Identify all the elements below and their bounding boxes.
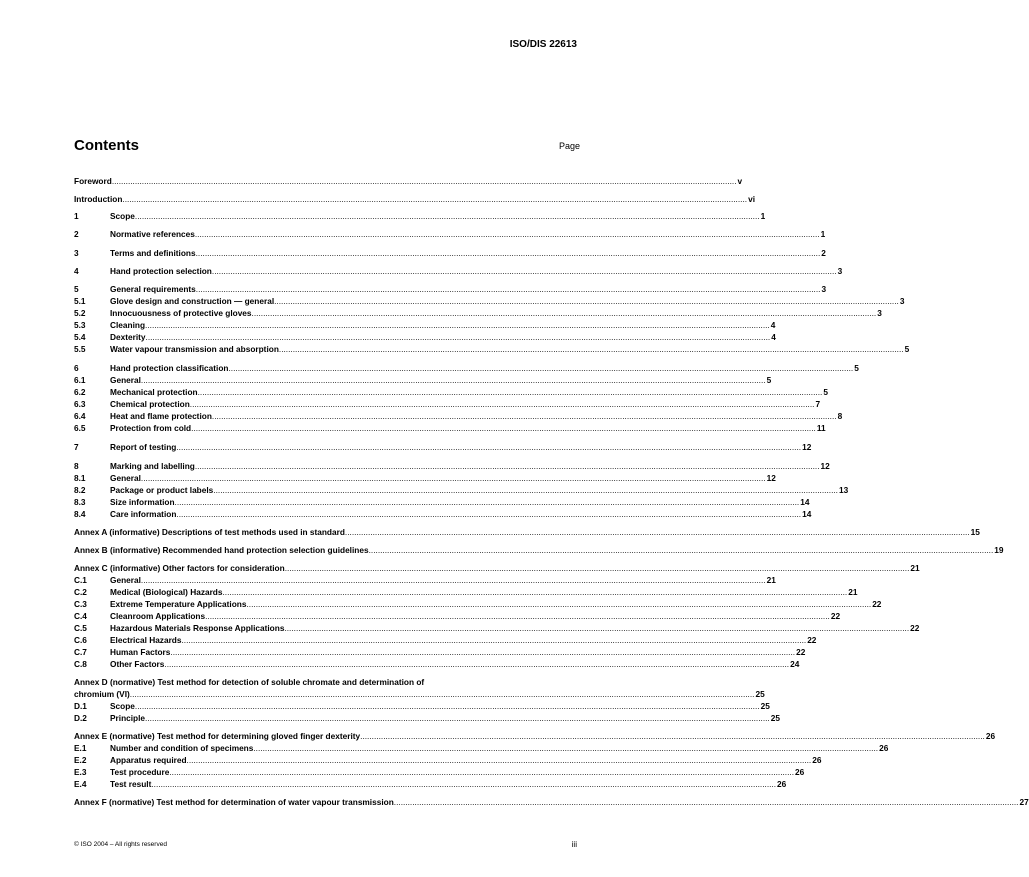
toc-entry-number: C.5 xyxy=(74,623,87,633)
toc-entry-number: 5.4 xyxy=(74,332,86,342)
toc-entry-page: 26 xyxy=(812,755,822,765)
toc-entry-page: 5 xyxy=(823,387,828,397)
toc-entry[interactable] xyxy=(74,611,841,622)
toc-entry-title: Number and condition of specimens xyxy=(110,743,254,753)
toc-entry-number: 6.4 xyxy=(74,411,86,421)
toc-entry-page: 4 xyxy=(770,320,776,330)
toc-entry[interactable] xyxy=(74,423,826,434)
toc-entry[interactable] xyxy=(74,194,756,205)
toc-dot-leader xyxy=(394,797,1019,808)
toc-entry-title: Water vapour transmission and absorption xyxy=(110,344,279,354)
toc-entry-title: Dexterity xyxy=(110,332,146,342)
toc-entry[interactable] xyxy=(74,296,905,307)
toc-entry-title: Human Factors xyxy=(110,647,171,657)
toc-entry-number: C.3 xyxy=(74,599,87,609)
toc-entry-number: D.1 xyxy=(74,701,87,711)
toc-entry-title: Electrical Hazards xyxy=(110,635,182,645)
toc-entry[interactable] xyxy=(74,248,826,259)
toc-dot-leader xyxy=(176,509,801,520)
toc-entry-number: 8 xyxy=(74,461,79,471)
toc-entry-title: Other Factors xyxy=(110,659,165,669)
toc-entry-page: 4 xyxy=(771,332,776,342)
toc-entry-page: 12 xyxy=(766,473,776,483)
toc-entry-page: 12 xyxy=(802,442,812,452)
toc-entry[interactable] xyxy=(74,779,787,790)
toc-entry-number: 5.1 xyxy=(74,296,86,306)
toc-entry[interactable] xyxy=(74,387,828,398)
toc-entry-number: D.2 xyxy=(74,713,87,723)
toc-entry[interactable] xyxy=(74,689,765,700)
page-number: iii xyxy=(571,840,577,849)
toc-dot-leader xyxy=(196,284,821,295)
toc-entry-title: Marking and labelling xyxy=(110,461,195,471)
toc-entry-title: Hand protection classification xyxy=(110,363,229,373)
toc-entry-page: vi xyxy=(748,194,756,204)
page-column-label: Page xyxy=(558,141,580,151)
toc-dot-leader xyxy=(198,387,823,398)
toc-entry-title-line: Annex D (normative) Test method for detection of soluble chromate and determination of xyxy=(74,677,425,687)
toc-entry-number: 4 xyxy=(74,266,79,276)
toc-entry-title: Annex C (informative) Other factors for consideration xyxy=(74,563,285,573)
toc-entry-title: Hazardous Materials Response Applications xyxy=(110,623,285,633)
toc-entry-number: E.2 xyxy=(74,755,87,765)
toc-entry[interactable] xyxy=(74,731,996,742)
toc-entry-number: C.7 xyxy=(74,647,87,657)
toc-entry-number: 6.3 xyxy=(74,399,86,409)
toc-dot-leader xyxy=(135,211,760,222)
toc-entry[interactable] xyxy=(74,527,980,538)
toc-dot-leader xyxy=(175,497,800,508)
toc-entry-title: Care information xyxy=(110,509,177,519)
toc-entry[interactable] xyxy=(74,587,858,598)
toc-entry-page: 26 xyxy=(777,779,787,789)
toc-entry-title: Annex B (informative) Recommended hand protection selection guidelines xyxy=(74,545,369,555)
toc-entry-page: 15 xyxy=(970,527,980,537)
toc-dot-leader xyxy=(345,527,970,538)
toc-dot-leader xyxy=(176,442,801,453)
toc-dot-leader xyxy=(122,194,747,205)
toc-entry-page: 25 xyxy=(755,689,765,699)
toc-entry[interactable] xyxy=(74,461,830,472)
toc-entry-page: 14 xyxy=(802,509,812,519)
toc-entry-page: 22 xyxy=(796,647,806,657)
toc-dot-leader xyxy=(213,485,838,496)
toc-entry-page: 25 xyxy=(770,713,780,723)
toc-entry-page: 3 xyxy=(821,284,827,294)
toc-entry-number: 2 xyxy=(74,229,79,239)
toc-entry-title: Report of testing xyxy=(110,442,177,452)
toc-entry-page: 3 xyxy=(837,266,843,276)
toc-entry[interactable] xyxy=(74,211,766,222)
toc-entry-page: 3 xyxy=(899,296,905,306)
toc-entry[interactable] xyxy=(74,176,743,187)
toc-entry-title: Annex E (normative) Test method for determining gloved finger dexterity xyxy=(74,731,361,741)
toc-entry-page: 21 xyxy=(910,563,920,573)
toc-entry-page: 26 xyxy=(985,731,996,741)
toc-entry-page: 5 xyxy=(766,375,772,385)
toc-dot-leader xyxy=(135,701,760,712)
toc-dot-leader xyxy=(284,623,909,634)
toc-entry-number: 6.1 xyxy=(74,375,86,385)
toc-entry-page: 22 xyxy=(872,599,882,609)
toc-entry-title: chromium (VI) xyxy=(74,689,130,699)
toc-entry-number: C.8 xyxy=(74,659,87,669)
toc-dot-leader xyxy=(360,731,985,742)
toc-entry-number: 8.2 xyxy=(74,485,86,495)
toc-entry[interactable] xyxy=(74,647,806,658)
toc-entry-number: C.4 xyxy=(74,611,87,621)
toc-dot-leader xyxy=(187,755,812,766)
toc-entry-number: 5.5 xyxy=(74,344,86,354)
toc-entry-title: Extreme Temperature Applications xyxy=(110,599,247,609)
toc-entry-title: Apparatus required xyxy=(110,755,187,765)
toc-entry[interactable] xyxy=(74,266,843,277)
toc-entry-number: C.1 xyxy=(74,575,87,585)
toc-entry-page: 22 xyxy=(910,623,920,633)
toc-entry[interactable] xyxy=(74,229,826,240)
toc-dot-leader xyxy=(369,545,994,556)
toc-dot-leader xyxy=(274,296,899,307)
toc-dot-leader xyxy=(279,344,904,355)
toc-entry-page: 2 xyxy=(821,248,826,258)
toc-entry-title: Innocuousness of protective gloves xyxy=(110,308,252,318)
toc-entry-page: 26 xyxy=(795,767,805,777)
toc-entry-page: 27 xyxy=(1019,797,1029,807)
toc-dot-leader xyxy=(130,689,755,700)
toc-dot-leader xyxy=(145,320,770,331)
toc-entry[interactable] xyxy=(74,509,812,520)
toc-entry-number: E.3 xyxy=(74,767,87,777)
toc-entry[interactable] xyxy=(74,399,821,410)
toc-entry-title: Chemical protection xyxy=(110,399,190,409)
toc-dot-leader xyxy=(196,248,821,259)
toc-entry-title: Protection from cold xyxy=(110,423,192,433)
toc-entry-title: Foreword xyxy=(74,176,112,186)
toc-entry-number: 6.2 xyxy=(74,387,86,397)
toc-entry-page: 22 xyxy=(830,611,841,621)
toc-entry[interactable] xyxy=(74,545,1004,556)
toc-entry-number: C.2 xyxy=(74,587,87,597)
toc-entry[interactable] xyxy=(74,320,776,331)
toc-entry-title: Medical (Biological) Hazards xyxy=(110,587,223,597)
toc-entry-number: 6 xyxy=(74,363,79,373)
toc-entry[interactable] xyxy=(74,701,770,712)
toc-entry[interactable] xyxy=(74,485,849,496)
toc-dot-leader xyxy=(164,659,789,670)
toc-dot-leader xyxy=(170,647,795,658)
copyright-notice: © ISO 2004 – All rights reserved xyxy=(74,841,167,848)
toc-entry-title: Package or product labels xyxy=(110,485,214,495)
toc-entry-page: 14 xyxy=(800,497,810,507)
toc-dot-leader xyxy=(190,399,815,410)
toc-entry-title: Annex F (normative) Test method for determination of water vapour transmission xyxy=(74,797,394,807)
toc-entry-title: Cleaning xyxy=(110,320,146,330)
toc-entry[interactable] xyxy=(74,797,1029,808)
toc-entry-number: 8.4 xyxy=(74,509,86,519)
toc-entry-title: General xyxy=(110,473,141,483)
toc-entry[interactable] xyxy=(74,623,920,634)
toc-entry-title: General requirements xyxy=(110,284,196,294)
toc-dot-leader xyxy=(223,587,848,598)
toc-entry-number: 5.3 xyxy=(74,320,86,330)
toc-entry-page: 5 xyxy=(904,344,910,354)
toc-dot-leader xyxy=(112,176,737,187)
toc-entry-page: 24 xyxy=(790,659,800,669)
toc-entry-title: Glove design and construction — general xyxy=(110,296,275,306)
toc-dot-leader xyxy=(181,635,806,646)
toc-entry[interactable] xyxy=(74,599,882,610)
toc-entry-page: 1 xyxy=(820,229,826,239)
toc-entry-number: 8.1 xyxy=(74,473,86,483)
toc-entry-page: 21 xyxy=(766,575,776,585)
toc-dot-leader xyxy=(195,461,820,472)
toc-entry[interactable] xyxy=(74,375,772,386)
toc-entry-page: 22 xyxy=(807,635,817,645)
toc-dot-leader xyxy=(212,266,837,277)
toc-entry-title: Terms and definitions xyxy=(110,248,196,258)
toc-entry[interactable] xyxy=(74,755,822,766)
toc-entry-number: 6.5 xyxy=(74,423,86,433)
toc-dot-leader xyxy=(252,308,877,319)
toc-entry-page: v xyxy=(737,176,743,186)
toc-entry[interactable] xyxy=(74,363,859,374)
toc-dot-leader xyxy=(191,423,816,434)
toc-dot-leader xyxy=(151,779,776,790)
document-id: ISO/DIS 22613 xyxy=(509,39,577,50)
toc-entry-number: 1 xyxy=(74,211,79,221)
toc-entry-page: 7 xyxy=(815,399,821,409)
toc-entry[interactable] xyxy=(74,659,800,670)
toc-entry-page: 21 xyxy=(848,587,858,597)
toc-entry[interactable] xyxy=(74,411,843,422)
toc-entry[interactable] xyxy=(74,563,920,574)
toc-entry-title: Hand protection selection xyxy=(110,266,212,276)
toc-entry[interactable] xyxy=(74,497,810,508)
toc-entry-title: Scope xyxy=(110,211,135,221)
toc-dot-leader xyxy=(228,363,853,374)
toc-entry-page: 19 xyxy=(994,545,1004,555)
toc-entry-page: 26 xyxy=(879,743,889,753)
toc-entry[interactable] xyxy=(74,575,776,586)
toc-entry[interactable] xyxy=(74,635,817,646)
toc-entry[interactable] xyxy=(74,344,910,355)
toc-entry-title: Size information xyxy=(110,497,175,507)
toc-entry-number: 5.2 xyxy=(74,308,86,318)
toc-dot-leader xyxy=(169,767,794,778)
toc-entry-number: 8.3 xyxy=(74,497,86,507)
toc-entry-page: 5 xyxy=(854,363,859,373)
toc-entry-page: 13 xyxy=(839,485,849,495)
toc-entry-page: 12 xyxy=(820,461,830,471)
toc-entry-page: 11 xyxy=(816,423,826,433)
toc-entry-title: General xyxy=(110,575,141,585)
toc-dot-leader xyxy=(285,563,910,574)
toc-entry-number: C.6 xyxy=(74,635,87,645)
toc-dot-leader xyxy=(141,375,766,386)
toc-entry[interactable] xyxy=(74,473,776,484)
toc-entry-title: Normative references xyxy=(110,229,195,239)
toc-entry-title: Test procedure xyxy=(110,767,170,777)
toc-entry-title: Test result xyxy=(110,779,152,789)
toc-entry[interactable] xyxy=(74,743,889,754)
toc-entry-page: 1 xyxy=(760,211,766,221)
toc-dot-leader xyxy=(195,229,820,240)
toc-entry[interactable] xyxy=(74,308,882,319)
contents-title: Contents xyxy=(74,137,139,154)
toc-dot-leader xyxy=(145,713,770,724)
toc-entry-page: 25 xyxy=(760,701,770,711)
toc-entry-number: 5 xyxy=(74,284,79,294)
toc-dot-leader xyxy=(141,575,766,586)
toc-entry[interactable] xyxy=(74,442,812,453)
toc-entry-title: Cleanroom Applications xyxy=(110,611,206,621)
toc-entry[interactable] xyxy=(74,284,827,295)
toc-entry-title: Heat and flame protection xyxy=(110,411,212,421)
toc-entry[interactable] xyxy=(74,332,776,343)
toc-dot-leader xyxy=(246,599,871,610)
toc-entry-title: Scope xyxy=(110,701,135,711)
toc-entry-page: 3 xyxy=(877,308,882,318)
toc-entry-number: 7 xyxy=(74,442,79,452)
toc-dot-leader xyxy=(205,611,830,622)
toc-entry-number: E.4 xyxy=(74,779,87,789)
toc-entry[interactable] xyxy=(74,713,780,724)
toc-entry[interactable] xyxy=(74,767,805,778)
toc-dot-leader xyxy=(212,411,837,422)
toc-entry-title: General xyxy=(110,375,141,385)
toc-dot-leader xyxy=(141,473,766,484)
toc-entry-title: Introduction xyxy=(74,194,123,204)
toc-entry-number: 3 xyxy=(74,248,79,258)
toc-entry-page: 8 xyxy=(837,411,843,421)
toc-entry-title: Annex A (informative) Descriptions of test methods used in standard xyxy=(74,527,345,537)
toc-dot-leader xyxy=(253,743,878,754)
toc-entry-title: Mechanical protection xyxy=(110,387,198,397)
toc-dot-leader xyxy=(146,332,771,343)
toc-entry-number: E.1 xyxy=(74,743,87,753)
toc-entry-title: Principle xyxy=(110,713,146,723)
